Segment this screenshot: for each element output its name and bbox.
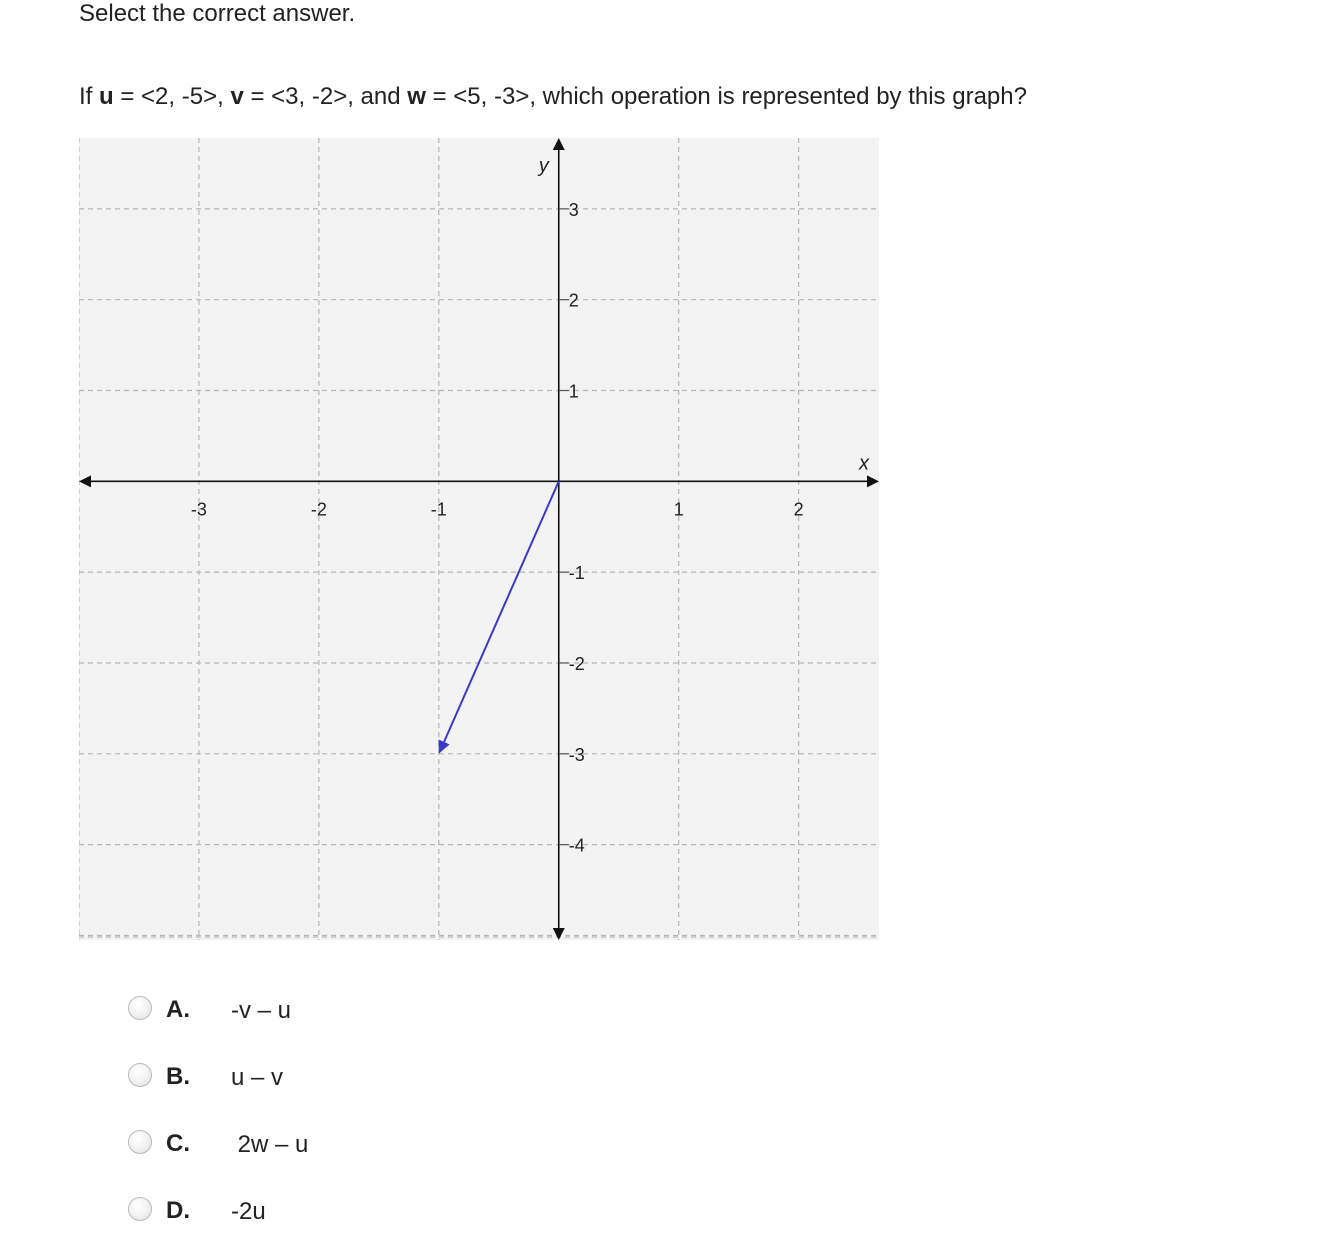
y-tick-label: -4 [568,835,585,856]
x-tick-label: 2 [793,499,804,520]
y-axis-label: y [538,155,549,177]
question-prefix: If [79,83,100,110]
choice-a-radio[interactable] [128,996,152,1020]
choice-c[interactable] [128,1128,448,1164]
instruction-text: Select the correct answer. [79,0,356,27]
vector-v-label: v [230,83,244,110]
vector-u-value: = <2, -5>, [113,83,231,110]
x-axis-label: x [859,452,869,475]
choice-b-radio[interactable] [128,1063,152,1087]
choice-d-expression: -2u [231,1198,266,1225]
vector-u-label: u [99,83,114,110]
choice-b[interactable] [128,1061,448,1097]
coordinate-graph [79,138,879,940]
choice-a-expression: -v – u [231,997,292,1024]
vector-w-label: w [407,83,426,110]
x-tick-label: 1 [673,499,684,520]
x-tick-label: -2 [310,499,327,520]
y-tick-label: 3 [568,199,579,220]
y-tick-label: -2 [568,653,585,674]
choice-a-letter: A. [166,996,190,1023]
graph-svg [79,138,879,940]
choice-a[interactable] [128,994,448,1030]
x-tick-label: -3 [190,499,207,520]
x-tick-label: -1 [430,499,447,520]
choice-c-letter: C. [166,1130,190,1157]
choice-c-expression: 2w – u [231,1131,309,1158]
choice-b-letter: B. [166,1063,190,1090]
y-tick-label: -3 [568,744,585,765]
choice-d-letter: D. [166,1197,190,1224]
vector-v-value: = <3, -2>, and [243,83,408,110]
choice-b-expression: u – v [231,1064,284,1091]
choice-c-radio[interactable] [128,1130,152,1154]
y-tick-label: -1 [568,563,585,584]
vector-w-value: = <5, -3>, which operation is represented by this graph? [425,83,1027,110]
y-tick-label: 1 [568,381,579,402]
y-tick-label: 2 [568,290,579,311]
choice-d-radio[interactable] [128,1197,152,1221]
choice-d[interactable] [128,1195,448,1231]
question-text [79,82,1027,112]
